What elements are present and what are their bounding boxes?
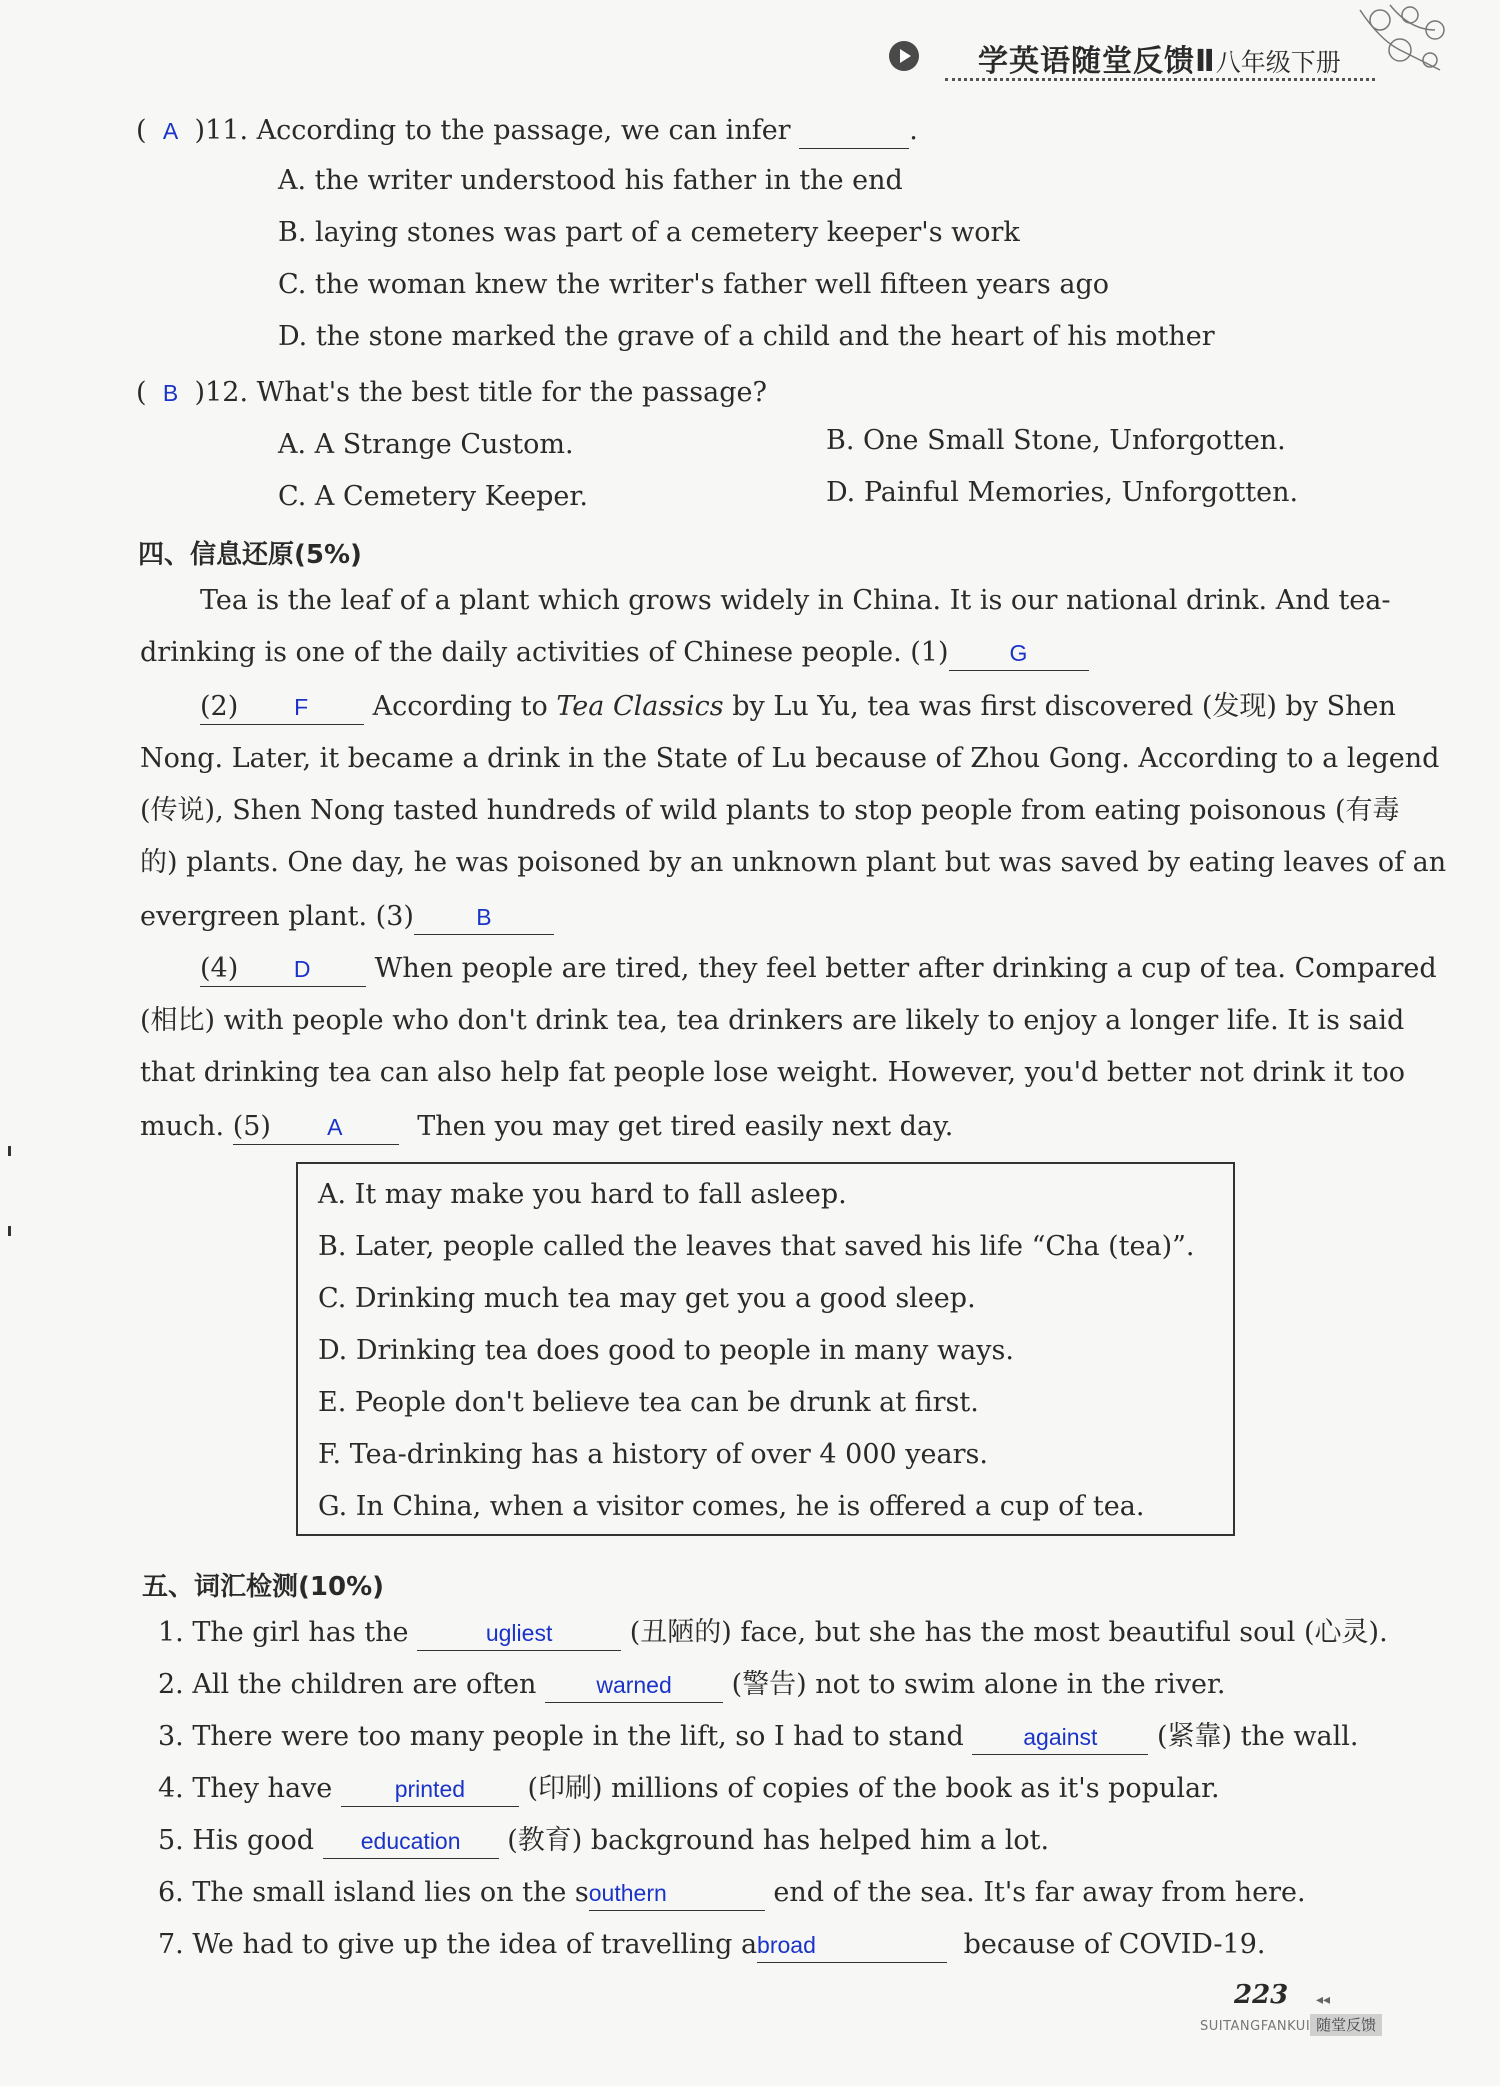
play-icon (889, 41, 919, 71)
blank5 (233, 1110, 399, 1145)
question-12: ( B )12. What's the best title for the passage? (136, 377, 767, 408)
flower-ornament-icon (1340, 0, 1460, 80)
vocab-pre: 7. We had to give up the idea of travelling a (158, 1929, 758, 1960)
vocab-post: (丑陋的) face, but she has the most beautiful soul (心灵). (629, 1617, 1388, 1648)
edge-mark (8, 1226, 11, 1236)
choices-box (296, 1162, 1235, 1536)
vocab-post: (印刷) millions of copies of the book as it's popular. (527, 1773, 1220, 1804)
vocab-blank-1 (417, 1616, 621, 1651)
arrow-left-icon: ◂◂ (1316, 1992, 1331, 2008)
vocab-pre: 3. There were too many people in the lift, so I had to stand (158, 1721, 964, 1752)
vocab-post: end of the sea. It's far away from here. (773, 1877, 1306, 1908)
blank3-label: (3) (375, 901, 414, 932)
vocab-answer: outhern (588, 1880, 667, 1906)
p2-line2: Nong. Later, it became a drink in the State of Lu because of Zhou Gong. According to a legend (140, 743, 1440, 774)
p3-line2: (相比) with people who don't drink tea, tea drinkers are likely to enjoy a longer life. It is said (140, 1005, 1405, 1036)
option-12b: B. One Small Stone, Unforgotten. (826, 425, 1286, 456)
vocab-pre: 2. All the children are often (158, 1669, 537, 1700)
vocab-answer: warned (596, 1672, 672, 1698)
vocab-answer: education (360, 1828, 461, 1854)
choice-g: G. In China, when a visitor comes, he is offered a cup of tea. (318, 1491, 1145, 1522)
option-11d: D. the stone marked the grave of a child and the heart of his mother (278, 321, 1215, 352)
p2-line5 (140, 900, 554, 935)
footer-brand-group (1200, 2014, 1382, 2035)
vocab-item-6 (158, 1876, 1306, 1911)
vocab-post: because of COVID-19. (963, 1929, 1266, 1960)
p3-line1-text: When people are tired, they feel better after drinking a cup of tea. Compared (374, 953, 1437, 984)
blank2 (200, 690, 364, 725)
vocab-blank-5 (323, 1824, 499, 1859)
blank1 (949, 636, 1089, 671)
vocab-item-2 (158, 1668, 1226, 1703)
p1-line2 (140, 636, 1089, 671)
p3-line4-end: Then you may get tired easily next day. (417, 1111, 954, 1142)
blank2-answer: F (294, 694, 309, 720)
option-12a: A. A Strange Custom. (278, 429, 574, 460)
vocab-answer: against (1023, 1724, 1098, 1750)
vocab-answer: printed (394, 1776, 466, 1802)
answer-blank (799, 114, 909, 149)
header-divider (945, 78, 1375, 81)
choice-e: E. People don't believe tea can be drunk at first. (318, 1387, 979, 1418)
question-stem: What's the best title for the passage? (256, 377, 767, 408)
vocab-blank-3 (972, 1720, 1148, 1755)
blank3-answer: B (476, 904, 492, 930)
header-title: 学英语随堂反馈Ⅱ (978, 44, 1216, 79)
choice-a: A. It may make you hard to fall asleep. (318, 1179, 847, 1210)
vocab-post: (警告) not to swim alone in the river. (731, 1669, 1226, 1700)
header-subtitle: 八年级下册 (1215, 48, 1341, 77)
vocab-item-1 (158, 1616, 1388, 1651)
blank4 (200, 952, 366, 987)
question-number: 11. (205, 115, 249, 146)
question-11: ( A )11. According to the passage, we can infer . (136, 114, 918, 149)
blank3 (414, 900, 554, 935)
answer-12: B (162, 380, 179, 406)
vocab-post: (教育) background has helped him a lot. (507, 1825, 1050, 1856)
p2-line5-text: evergreen plant. (140, 901, 368, 932)
edge-mark (8, 1146, 11, 1156)
section5-heading: 五、词汇检测(10%) (142, 1572, 384, 1602)
blank5-label: (5) (232, 1111, 271, 1142)
p1-line1: Tea is the leaf of a plant which grows widely in China. It is our national drink. And tea- (200, 585, 1391, 616)
vocab-item-4 (158, 1772, 1220, 1807)
page-number: 223 (1234, 1980, 1289, 2010)
footer-tag: 随堂反馈 (1310, 2014, 1382, 2036)
vocab-blank-7 (757, 1928, 947, 1963)
option-11a: A. the writer understood his father in the end (278, 165, 903, 196)
vocab-item-7 (158, 1928, 1265, 1963)
p2-text-a: According to (372, 691, 548, 722)
blank4-label: (4) (200, 953, 239, 984)
vocab-pre: 4. They have (158, 1773, 333, 1804)
p3-line4-text: much. (140, 1111, 225, 1142)
header-title-group (978, 36, 1341, 80)
question-end: . (909, 115, 918, 146)
vocab-answer: ugliest (485, 1620, 553, 1646)
p2-line1 (200, 690, 1396, 725)
book-title: Tea Classics (556, 691, 724, 722)
vocab-post: (紧靠) the wall. (1156, 1721, 1359, 1752)
choice-c: C. Drinking much tea may get you a good sleep. (318, 1283, 976, 1314)
option-12d: D. Painful Memories, Unforgotten. (826, 477, 1299, 508)
section4-heading: 四、信息还原(5%) (138, 540, 362, 570)
answer-11: A (162, 118, 179, 144)
p3-line4 (140, 1110, 953, 1145)
blank4-answer: D (293, 956, 311, 982)
p3-line1 (200, 952, 1437, 987)
vocab-item-5 (158, 1824, 1049, 1859)
vocab-blank-6 (589, 1876, 765, 1911)
question-stem: According to the passage, we can infer (256, 115, 791, 146)
vocab-item-3 (158, 1720, 1358, 1755)
option-11c: C. the woman knew the writer's father well fifteen years ago (278, 269, 1110, 300)
blank2-label: (2) (200, 691, 239, 722)
p2-line4: 的) plants. One day, he was poisoned by an unknown plant but was saved by eating leaves of an (140, 847, 1447, 878)
blank5-answer: A (327, 1114, 343, 1140)
vocab-blank-4 (341, 1772, 519, 1807)
vocab-answer: broad (757, 1932, 816, 1958)
choice-b: B. Later, people called the leaves that saved his life “Cha (tea)”. (318, 1231, 1195, 1262)
blank1-answer: G (1009, 640, 1028, 666)
vocab-pre: 1. The girl has the (158, 1617, 409, 1648)
p1-line2-text: drinking is one of the daily activities of Chinese people. (140, 637, 902, 668)
p2-line3: (传说), Shen Nong tasted hundreds of wild plants to stop people from eating poisonous (有毒 (140, 795, 1400, 826)
vocab-pre: 6. The small island lies on the s (158, 1877, 589, 1908)
blank1-label: (1) (910, 637, 949, 668)
p3-line3: that drinking tea can also help fat people lose weight. However, you'd better not drink it too (140, 1057, 1405, 1088)
footer-brand: SUITANGFANKUI (1200, 2019, 1311, 2034)
question-number: 12. (205, 377, 249, 408)
header-decoration (1340, 0, 1460, 80)
option-12c: C. A Cemetery Keeper. (278, 481, 588, 512)
p2-text-b: by Lu Yu, tea was first discovered (发现) by Shen (732, 691, 1396, 722)
vocab-blank-2 (545, 1668, 723, 1703)
choice-f: F. Tea-drinking has a history of over 4 000 years. (318, 1439, 988, 1470)
choice-d: D. Drinking tea does good to people in many ways. (318, 1335, 1014, 1366)
option-11b: B. laying stones was part of a cemetery keeper's work (278, 217, 1020, 248)
vocab-pre: 5. His good (158, 1825, 315, 1856)
